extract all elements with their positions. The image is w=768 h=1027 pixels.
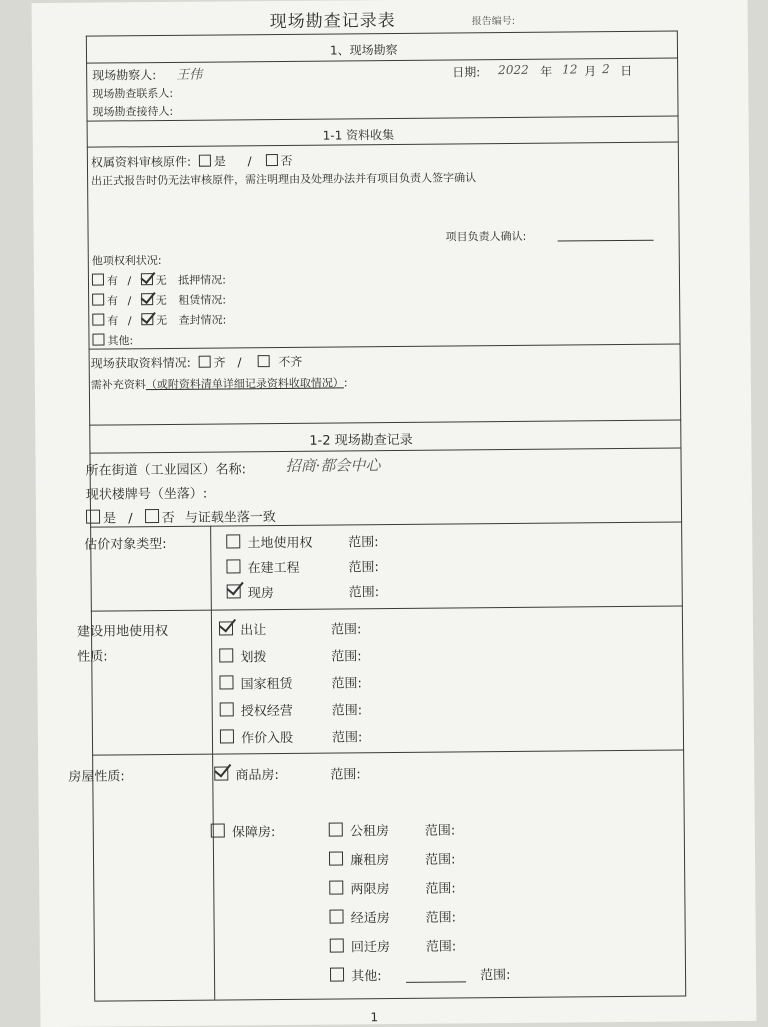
other-rights-label: 他项权利状况: [91,254,162,268]
price-limited-checkbox[interactable] [329,880,343,894]
slash: / [247,154,252,169]
confirm-label: 项目负责人确认: [445,229,527,244]
section-1-1-heading: 1-1 资料收集 [322,127,395,143]
option-label: 作价入股 [241,730,294,747]
scope-label: 范围: [348,535,379,551]
section-1-heading: 1、现场勘察 [329,42,398,58]
onsite-incomplete-checkbox[interactable] [257,355,269,367]
review-no-checkbox[interactable] [265,154,277,166]
scope-label: 范围: [330,622,362,638]
seizure-row [92,311,226,328]
option-label: 土地使用权 [247,535,313,552]
have-label: 有 [106,274,119,288]
section-1-2-heading: 1-2 现场勘查记录 [309,432,413,449]
option-label: 授权经营 [240,703,293,720]
option-label: 回迁房 [350,940,391,956]
surveyor-label: 现场勘察人: [92,68,157,83]
rule [91,605,683,611]
scope-label: 范围: [425,910,457,926]
scope-label: 范围: [424,823,456,839]
slash: / [128,511,133,527]
affordable-price-limited[interactable] [329,878,389,898]
lease-row [92,291,226,308]
rule [89,343,681,349]
landuse-transfer-checkbox[interactable] [219,621,233,635]
scope-label: 范围: [348,560,379,576]
rule [87,116,679,122]
landuse-lease-checkbox[interactable] [219,675,233,689]
option-label: 其他: [351,969,382,985]
affordable-other[interactable] [330,965,382,984]
seizure-label: 查封情况: [178,313,227,327]
month-label: 月 [584,64,597,79]
option-label: 划拨 [240,650,267,666]
date-year-value[interactable]: 2022 [498,62,529,78]
supplement-label: 需补充资料 [90,378,146,392]
rule [92,749,684,755]
table-border-top [86,31,678,37]
commercial-housing-checkbox[interactable] [214,766,228,780]
slash: / [127,314,132,328]
option-label: 在建工程 [247,560,300,577]
option-label: 商品房: [235,768,279,784]
review-yes-checkbox[interactable] [199,155,211,167]
affordable-housing-checkbox[interactable] [211,823,225,837]
have-label: 有 [107,314,119,328]
option-label: 国家租赁 [240,676,293,693]
slash: / [127,274,132,288]
incomplete-label: 不齐 [278,354,303,370]
lease-none-checkbox[interactable] [141,293,153,305]
no-label: 否 [161,510,175,527]
resettlement-checkbox[interactable] [330,938,344,952]
landuse-equity-checkbox[interactable] [220,729,234,743]
supplement-hint: （或附资料清单详细记录资料收取情况） [145,376,344,392]
landuse-authorized-checkbox[interactable] [220,702,234,716]
affordable-public-rental[interactable] [329,820,389,840]
receiver-label: 现场勘查接待人: [92,104,174,119]
other-blank-line[interactable] [406,965,466,983]
landuse-option-equity[interactable] [220,727,293,747]
public-rental-checkbox[interactable] [329,822,343,836]
valuation-land-checkbox[interactable] [226,534,240,548]
rule [89,419,681,425]
mortgage-row [92,271,226,288]
slash: / [127,294,132,308]
option-label: 出让 [240,623,267,639]
slash: / [237,355,242,370]
none-label: 无 [155,293,167,308]
form-title: 现场勘查记录表 [269,10,396,33]
landuse-option-lease[interactable] [219,673,292,693]
consistency-row [86,506,276,527]
landuse-option-allocation[interactable] [219,646,266,665]
none-label: 无 [155,313,168,328]
option-label: 公租房 [349,824,390,840]
review-yes-label: 是 [213,154,226,169]
seizure-have-checkbox[interactable] [92,314,104,326]
landuse-option-transfer[interactable] [219,619,266,638]
review-note: 出正式报告时仍无法审核原件，需注明理由及处理办法并有项目负责人签字确认 [91,171,477,188]
house-commercial-option[interactable] [214,764,279,784]
consistent-label: 与证载坐落一致 [184,510,276,526]
landuse-option-authorized[interactable] [220,700,293,720]
none-label: 无 [155,273,167,288]
complete-label: 齐 [213,355,226,370]
landuse-allocation-checkbox[interactable] [219,648,233,662]
economic-housing-checkbox[interactable] [329,909,343,923]
low-rent-checkbox[interactable] [329,851,343,865]
valuation-option-land[interactable] [226,532,312,552]
review-label: 权属资料审核原件: [90,154,192,170]
consistent-no-checkbox[interactable] [145,509,159,523]
option-label: 保障房: [231,825,276,841]
have-label: 有 [107,294,119,308]
option-label: 现房 [247,586,274,602]
affordable-economic[interactable] [329,907,389,927]
scope-label: 范围: [348,585,380,601]
review-row [91,152,293,171]
affordable-other-checkbox[interactable] [330,967,344,981]
scope-label: 范围: [424,852,456,868]
label-column-divider [210,526,215,1000]
mortgage-have-checkbox[interactable] [92,274,104,286]
supplement-row [91,374,348,392]
house-nature-label: 房屋性质: [68,769,125,785]
lease-label: 租赁情况: [178,293,227,307]
day-label: 日 [620,63,633,79]
scope-label: 范围: [331,649,362,665]
scope-label: 范围: [331,676,362,692]
scope-label: 范围: [425,939,457,955]
onsite-row [91,353,303,372]
report-number-label: 报告编号: [471,15,516,28]
mortgage-label: 抵押情况: [178,273,226,287]
date-day-value[interactable]: 2 [602,62,610,77]
surveyor-signature[interactable]: 王伟 [176,67,203,83]
lease-have-checkbox[interactable] [92,294,104,306]
consistent-yes-checkbox[interactable] [86,510,100,524]
valuation-type-label: 估价对象类型: [84,536,167,553]
scope-label: 范围: [330,767,361,783]
contact-label: 现场勘查联系人: [92,86,174,101]
table-border-bottom [94,995,686,1001]
valuation-existing-checkbox[interactable] [227,584,241,598]
valuation-construction-checkbox[interactable] [226,559,240,573]
option-label: 两限房 [350,882,390,898]
other-rights-other-row [92,332,133,348]
other-rights-other-checkbox[interactable] [92,334,104,346]
valuation-option-existing[interactable] [227,582,274,601]
review-no-label: 否 [280,153,293,168]
valuation-option-construction[interactable] [226,557,299,577]
confirm-signature-line[interactable] [558,226,654,242]
landuse-label-line1: 建设用地使用权 [76,623,169,640]
form-page [32,0,757,1027]
page-number: 1 [370,1010,379,1025]
option-label: 经适房 [350,911,390,927]
rule [89,447,681,453]
onsite-complete-checkbox[interactable] [199,356,211,368]
plate-label: 现状楼牌号（坐落）: [85,486,208,503]
scope-label: 范围: [425,881,456,897]
date-label: 日期: [452,65,481,80]
option-label: 廉租房 [350,853,390,869]
table-border-right [677,31,686,996]
affordable-resettlement[interactable] [330,936,390,956]
onsite-label: 现场获取资料情况: [90,355,191,371]
seizure-none-checkbox[interactable] [141,313,153,325]
scope-label: 范围: [479,968,511,984]
year-label: 年 [540,64,553,79]
scope-label: 范围: [331,730,363,746]
landuse-label-line2: 性质: [77,649,108,665]
mortgage-none-checkbox[interactable] [141,273,153,285]
date-month-value[interactable]: 12 [562,62,578,77]
affordable-low-rent[interactable] [329,849,389,869]
other-label: 其他: [107,334,134,348]
street-label: 所在街道（工业园区）名称: [85,462,247,479]
house-affordable-option[interactable] [211,821,276,841]
colon: : [343,376,348,390]
yes-label: 是 [102,511,117,527]
scope-label: 范围: [331,703,363,719]
street-handwritten-value[interactable]: 招商·都会中心 [285,456,381,475]
